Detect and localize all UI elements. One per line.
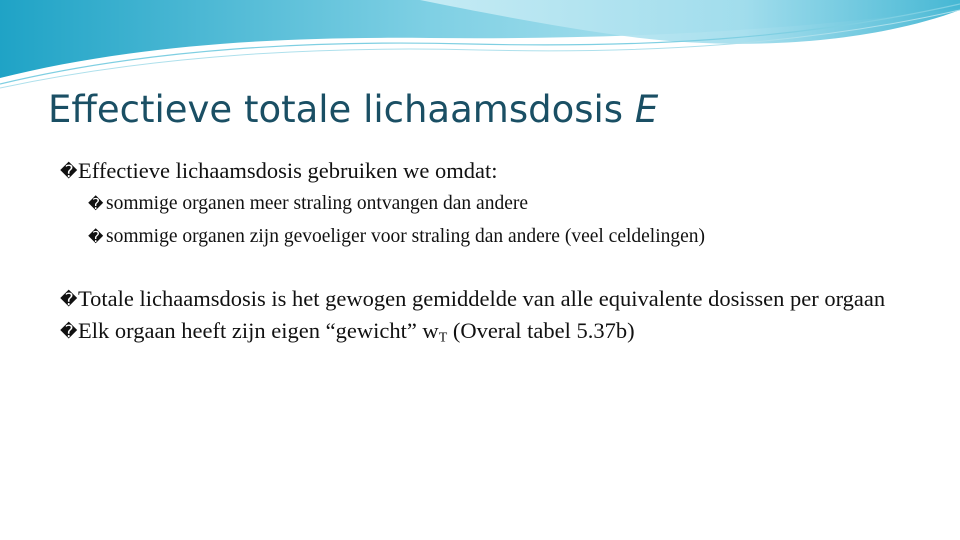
bullet-text: Totale lichaamsdosis is het gewogen gemiddelde van alle equivalente dosissen per orgaan <box>78 286 886 311</box>
slide-title-text: Effectieve totale lichaamsdosis <box>48 88 624 131</box>
header-wave-decoration <box>0 0 960 100</box>
spacer <box>60 253 930 283</box>
bullet-text-part: Elk orgaan heeft zijn eigen “gewicht” w <box>78 318 439 343</box>
sub-bullet-item-2 <box>60 220 930 253</box>
bullet-item-2 <box>60 283 930 315</box>
sub-bullet-item-1 <box>60 187 930 220</box>
bullet-icon: � <box>60 162 78 182</box>
slide-title-symbol: E <box>634 88 659 131</box>
bullet-icon: � <box>88 228 104 246</box>
weight-subscript: T <box>438 330 448 346</box>
slide-body <box>60 155 930 354</box>
bullet-text-part: (Overal tabel 5.37b) <box>447 318 635 343</box>
bullet-text: sommige organen zijn gevoeliger voor straling dan andere (veel celdelingen) <box>106 226 706 247</box>
bullet-text: sommige organen meer straling ontvangen dan andere <box>106 193 529 214</box>
bullet-item-3 <box>60 315 930 354</box>
bullet-text <box>78 318 635 346</box>
bullet-icon: � <box>60 322 78 342</box>
bullet-icon: � <box>88 195 104 213</box>
bullet-item-1 <box>60 155 930 187</box>
bullet-text: Effectieve lichaamsdosis gebruiken we omdat: <box>78 158 498 183</box>
bullet-icon: � <box>60 290 78 310</box>
slide-title <box>48 88 658 131</box>
